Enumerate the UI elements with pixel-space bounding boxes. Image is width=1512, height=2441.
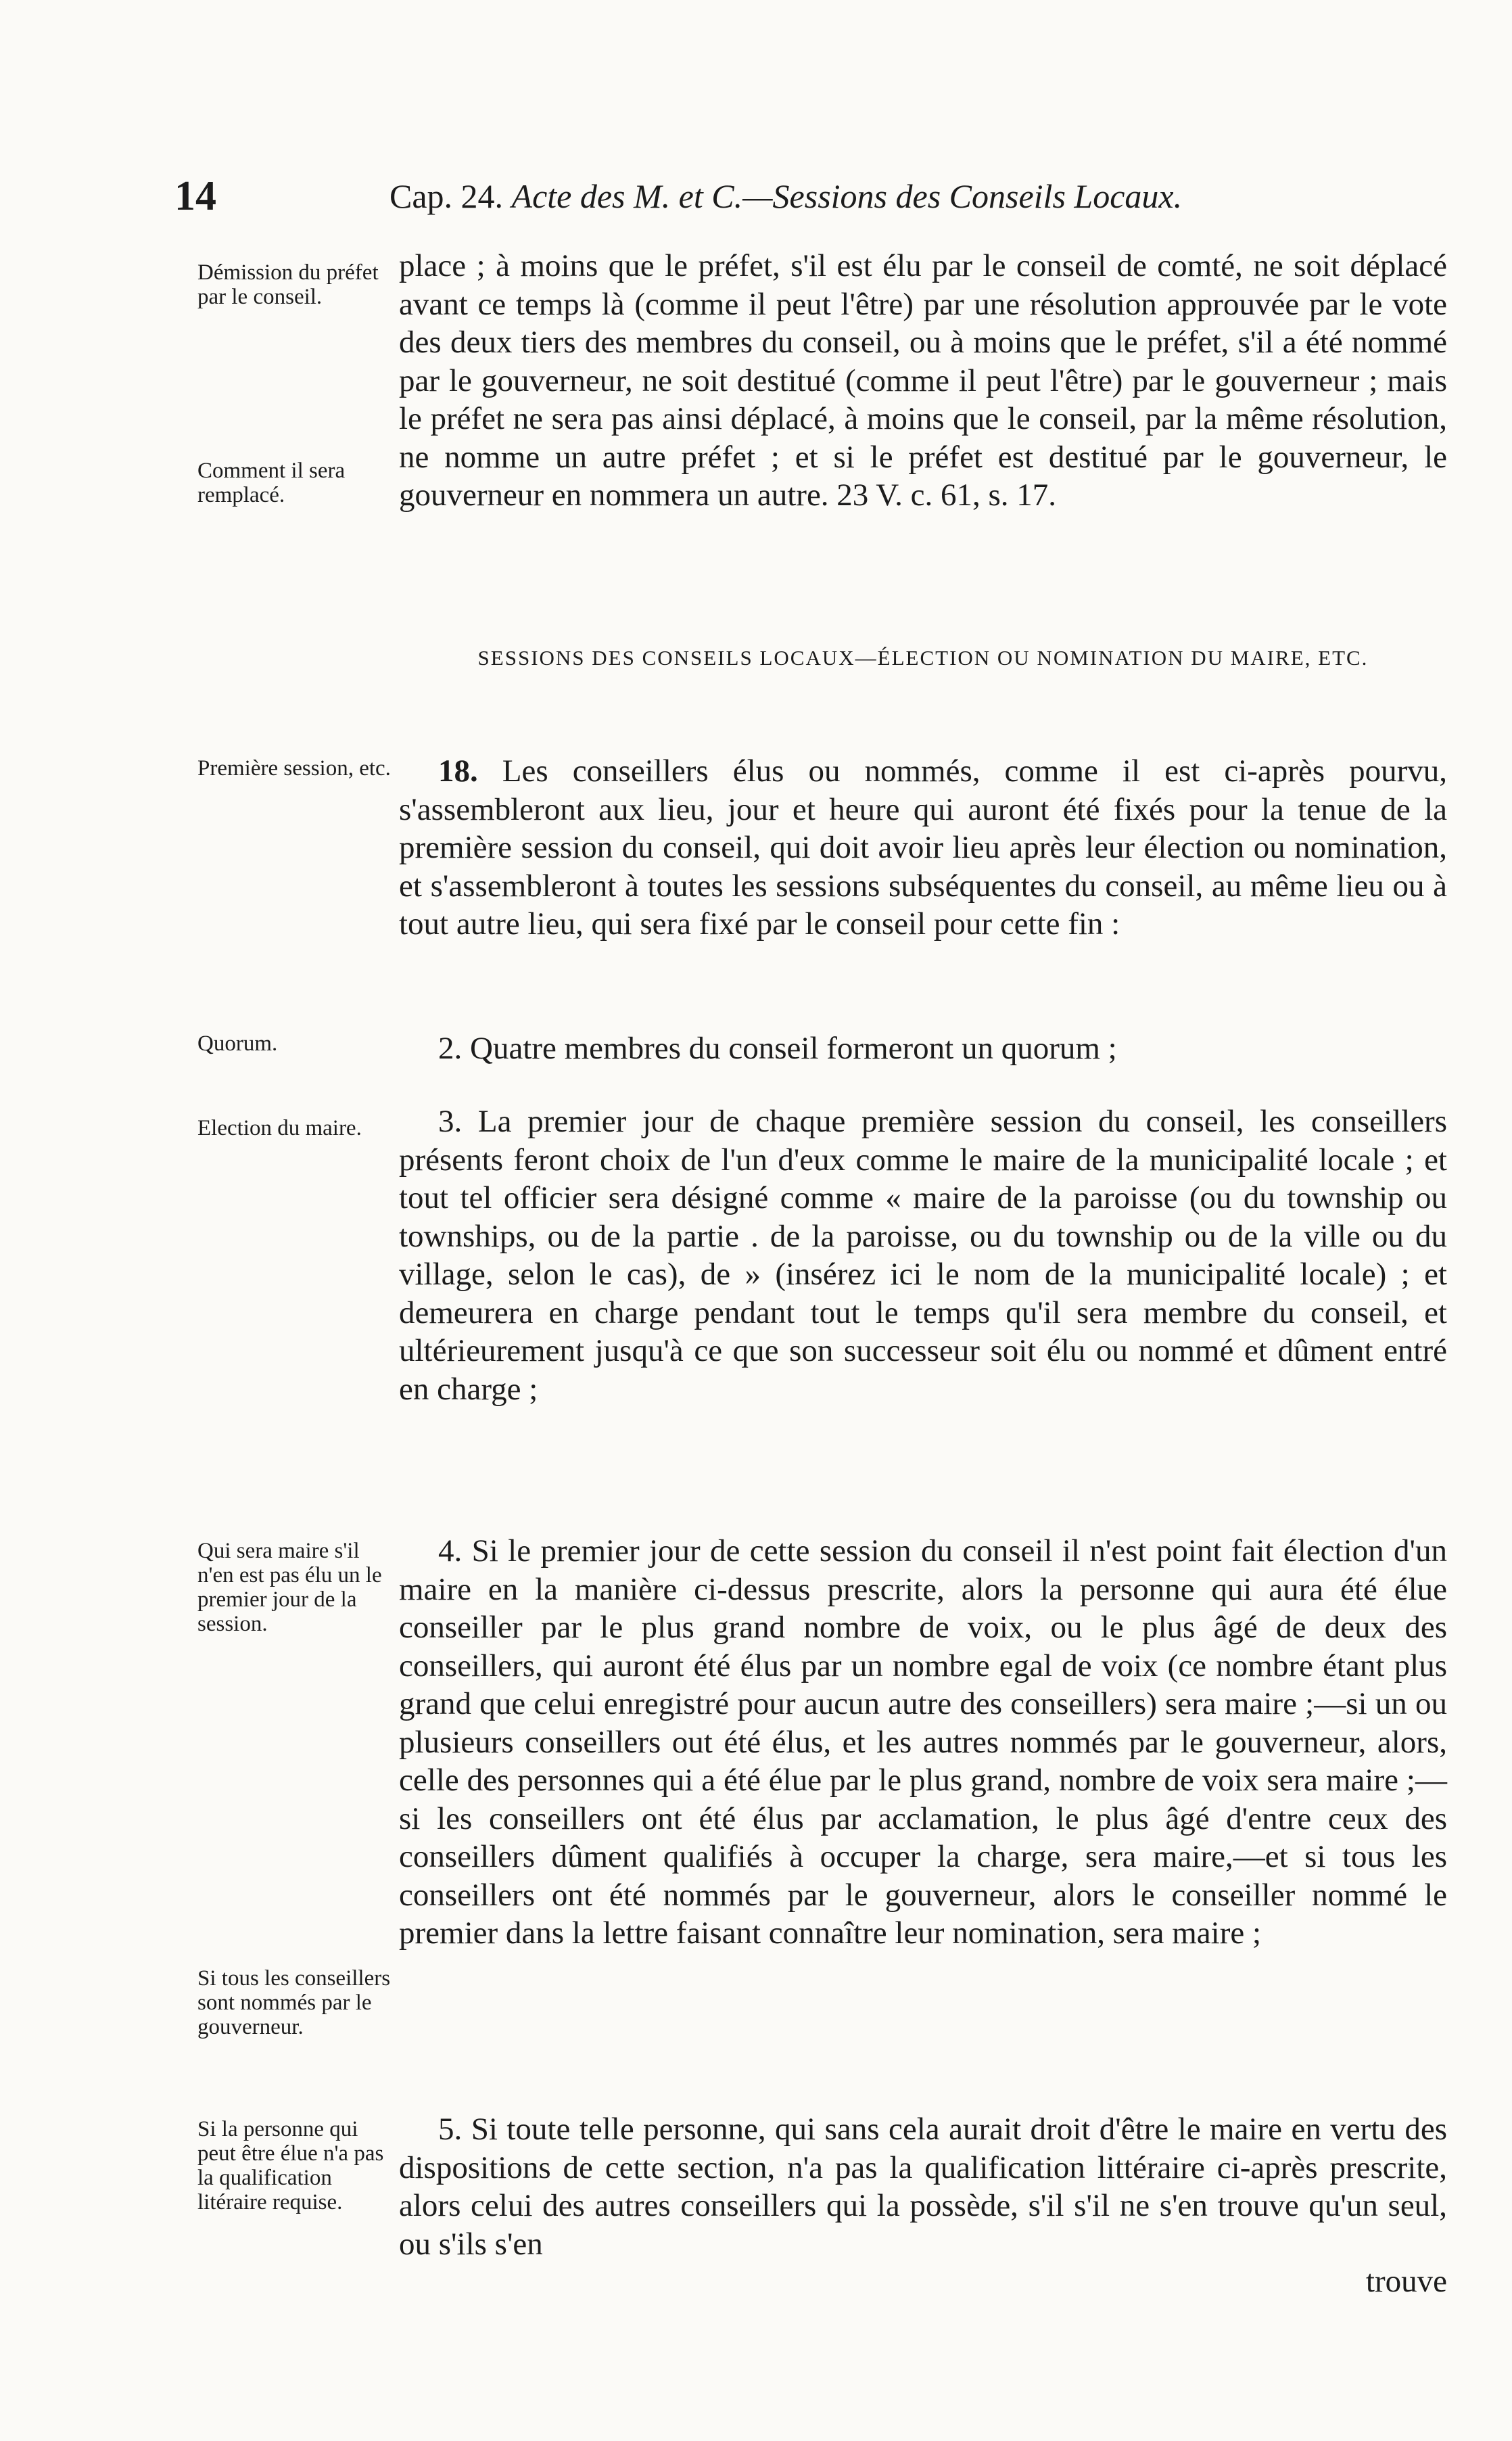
chapter-label: Cap. 24. [389,177,504,215]
running-title: Acte des M. et C.—Sessions des Conseils Locaux. [511,177,1183,215]
margin-note-demission: Démission du préfet par le conseil. [197,260,379,309]
page-number: 14 [174,173,216,219]
section-18-text: Les conseillers élus ou nommés, comme il est ci-après pourvu, s'assembleront aux lieu, jour et heure qui auront été fixés pour la tenue de la première session du conseil, qui doit avoir lieu après leur élection ou nomination, et s'assembleront à toutes les sessions subséquentes du conseil, au même lieu ou à tout autre lieu, qui sera fixé par le conseil pour cette fin : [399,753,1447,941]
catchword: trouve [1365,2264,1447,2299]
paragraph-3-election: 3. La premier jour de chaque première session du conseil, les conseillers présents feront choix de l'un d'eux comme le maire de la municipalité locale ; et tout tel officier sera désigné comme « maire de la paroisse (ou du township ou townships, ou de la partie . de la paroisse, ou du township ou de la ville ou du village, selon le cas), de » (insérez ici le nom de la municipalité locale) ; et demeurera en charge pendant tout le temps qu'il sera membre du conseil, et ultérieurement jusqu'à ce que son successeur soit élu ou nommé et dûment entré en charge ; [399,1104,1447,1407]
paragraph-4-qui-sera-maire: 4. Si le premier jour de cette session du conseil il n'est point fait élection d'un maire en la manière ci-dessus prescrite, alors la personne qui aura été élue conseiller par le plus grand nombre de voix, ou le plus âgé de deux des conseillers, qui auront été élus par un nombre egal de voix (ce nombre étant plus grand que celui enregistré pour aucun autre des conseillers) sera maire ;—si un ou plusieurs conseillers out été élus, et les autres nommés par le gouverneur, alors, celle des personnes qui a été élue par le plus grand, nombre de voix sera maire ;—si les conseillers ont été élus par acclamation, le plus âgé d'entre ceux des conseillers dûment qualifiés à occuper la charge, sera maire,—et si tous les conseillers ont été nommés par le gouverneur, alors le conseiller nommé le premier dans la lettre faisant connaître leur nomination, sera maire ; [399,1533,1447,1951]
running-head [389,177,1182,216]
margin-note-election-maire: Election du maire. [197,1116,362,1140]
margin-note-qualification: Si la personne qui peut être élue n'a pas la qualification litéraire requise. [197,2117,384,2214]
paragraph-5-qualification: 5. Si toute telle personne, qui sans cela aurait droit d'être le maire en vertu des dispositions de cette section, n'a pas la qualification littéraire ci-après prescrite, alors celui des autres conseillers qui la possède, s'il s'il ne s'en trouve qu'un seul, ou s'ils s'en [399,2112,1447,2262]
margin-note-remplace: Comment il sera remplacé. [197,459,346,507]
margin-note-quorum: Quorum. [197,1031,278,1056]
paragraph-2-quorum: 2. Quatre membres du conseil formeront un quorum ; [438,1031,1117,1066]
margin-note-tous-nommes: Si tous les conseillers sont nommés par le gouverneur. [197,1966,391,2039]
margin-note-premiere-session: Première session, etc. [197,756,391,781]
margin-note-qui-sera-maire: Qui sera maire s'il n'en est pas élu un le premier jour de la session. [197,1539,382,1636]
section-number: 18. [438,753,478,789]
paragraph-section-18 [399,752,1447,944]
page-header [174,172,1459,227]
paragraph-intro: place ; à moins que le préfet, s'il est élu par le conseil de comté, ne soit déplacé avant ce temps là (comme il peut l'être) par une résolution approuvée par le vote des deux tiers des membres du conseil, ou à moins que le préfet, s'il a été nommé par le gouverneur, ne soit destitué (comme il peut l'être) par le gouverneur ; mais le préfet ne sera pas ainsi déplacé, à moins que le conseil, par la même résolution, ne nomme un autre préfet ; et si le préfet est destitué par le gouverneur, le gouverneur en nommera un autre. 23 V. c. 61, s. 17. [399,248,1447,513]
section-heading: SESSIONS DES CONSEILS LOCAUX—ÉLECTION OU NOMINATION DU MAIRE, ETC. [477,646,1369,670]
